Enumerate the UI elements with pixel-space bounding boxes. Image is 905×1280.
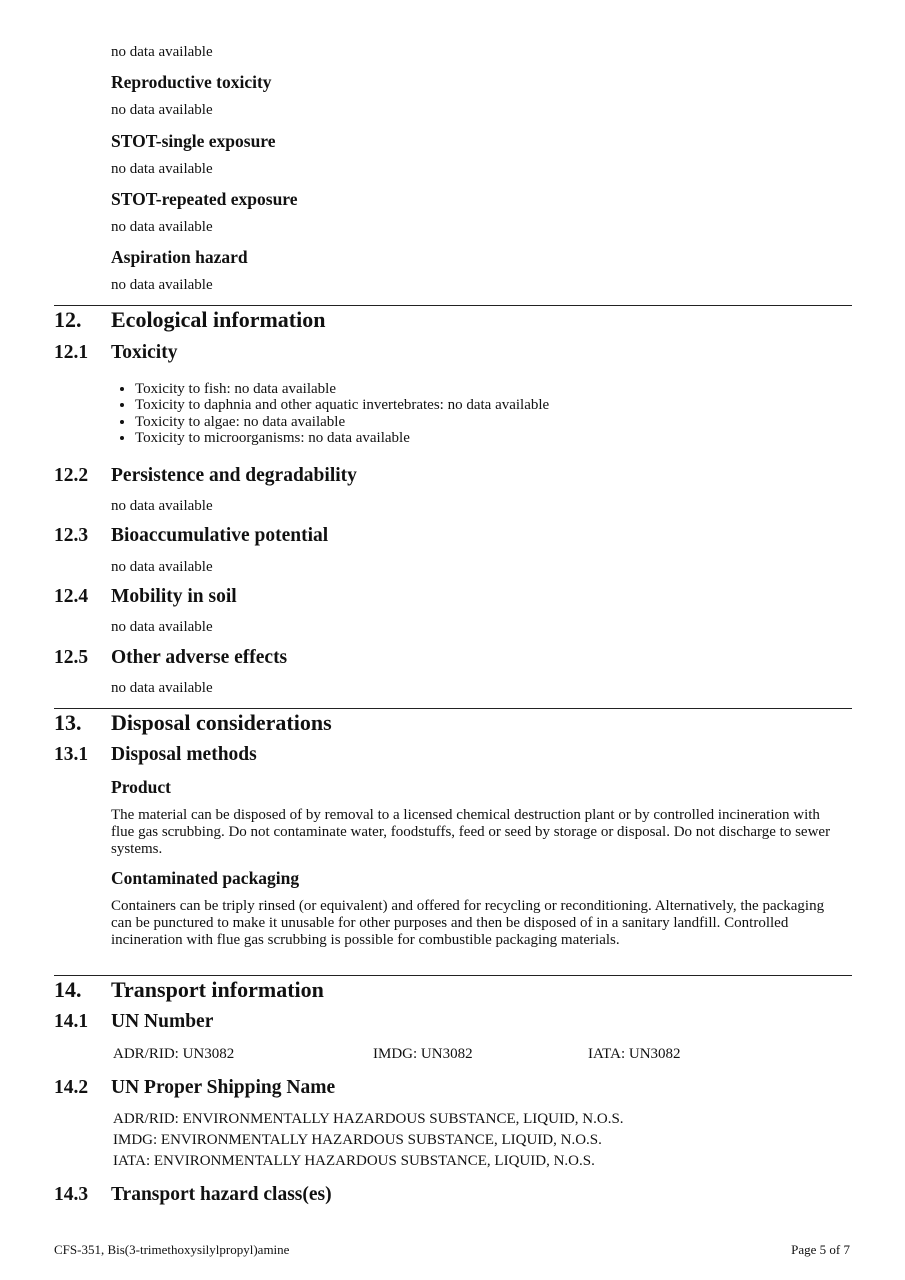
aspiration-hazard-heading: Aspiration hazard: [111, 247, 248, 267]
stot-repeated-text: no data available: [111, 219, 213, 235]
section-14-1-number: 14.1: [54, 1011, 89, 1032]
un-number-iata: IATA: UN3082: [588, 1046, 681, 1062]
stot-single-heading: STOT-single exposure: [111, 131, 276, 151]
product-heading: Product: [111, 777, 171, 797]
section-14-3-title: Transport hazard class(es): [111, 1184, 332, 1205]
section-12-4-title: Mobility in soil: [111, 586, 237, 607]
product-disposal-text: The material can be disposed of by removal to a licensed chemical destruction plant or by controlled incineration with flue gas scrubbing. Do not contaminate water, foodstuffs, feed or seed by storage or disposal. Do not discharge to sewer systems.: [111, 807, 831, 857]
section-13-number: 13.: [54, 710, 82, 735]
section-12-5-number: 12.5: [54, 647, 89, 668]
persistence-text: no data available: [111, 498, 213, 514]
packaging-disposal-text: Containers can be triply rinsed (or equivalent) and offered for recycling or reconditioning. Alternatively, the packaging can be punctured to make it unusable for other purposes and then be disposed of in a sanitary landfill. Controlled incineration with flue gas scrubbing is possible for combustible packaging materials.: [111, 898, 825, 948]
bioaccumulative-text: no data available: [111, 559, 213, 575]
shipping-name-adr: ADR/RID: ENVIRONMENTALLY HAZARDOUS SUBSTANCE, LIQUID, N.O.S.: [113, 1111, 624, 1127]
section-12-1-number: 12.1: [54, 342, 89, 363]
stot-single-text: no data available: [111, 161, 213, 177]
reproductive-toxicity-text: no data available: [111, 102, 213, 118]
un-number-adr: ADR/RID: UN3082: [113, 1046, 235, 1062]
section-14-1-title: UN Number: [111, 1011, 214, 1032]
section-14-number: 14.: [54, 977, 82, 1002]
no-data-text: no data available: [111, 44, 213, 60]
section-divider: [54, 305, 852, 306]
section-12-2-number: 12.2: [54, 465, 89, 486]
section-divider: [54, 708, 852, 709]
list-item: • Toxicity to daphnia and other aquatic invertebrates: no data available: [135, 397, 549, 413]
footer-product-name: CFS-351, Bis(3-trimethoxysilylpropyl)amine: [54, 1242, 290, 1257]
section-12-3-number: 12.3: [54, 525, 89, 546]
section-12-title: Ecological information: [111, 307, 326, 332]
section-14-title: Transport information: [111, 977, 324, 1002]
adverse-effects-text: no data available: [111, 680, 213, 696]
toxicity-list: [111, 381, 549, 446]
section-12-number: 12.: [54, 307, 82, 332]
un-number-imdg: IMDG: UN3082: [373, 1046, 473, 1062]
mobility-text: no data available: [111, 619, 213, 635]
section-14-2-number: 14.2: [54, 1077, 89, 1098]
reproductive-toxicity-heading: Reproductive toxicity: [111, 72, 272, 92]
list-item: • Toxicity to algae: no data available: [135, 414, 549, 430]
shipping-name-imdg: IMDG: ENVIRONMENTALLY HAZARDOUS SUBSTANCE, LIQUID, N.O.S.: [113, 1132, 602, 1148]
section-13-1-number: 13.1: [54, 744, 89, 765]
section-13-1-title: Disposal methods: [111, 744, 257, 765]
section-14-2-title: UN Proper Shipping Name: [111, 1077, 336, 1098]
stot-repeated-heading: STOT-repeated exposure: [111, 189, 298, 209]
section-divider: [54, 975, 852, 976]
section-13-title: Disposal considerations: [111, 710, 332, 735]
section-12-3-title: Bioaccumulative potential: [111, 525, 329, 546]
list-item: • Toxicity to microorganisms: no data available: [135, 430, 549, 446]
contaminated-packaging-heading: Contaminated packaging: [111, 868, 300, 888]
list-item: • Toxicity to fish: no data available: [135, 381, 549, 397]
shipping-name-iata: IATA: ENVIRONMENTALLY HAZARDOUS SUBSTANCE, LIQUID, N.O.S.: [113, 1153, 595, 1169]
section-12-2-title: Persistence and degradability: [111, 465, 357, 486]
section-14-3-number: 14.3: [54, 1184, 89, 1205]
section-12-4-number: 12.4: [54, 586, 89, 607]
section-12-1-title: Toxicity: [111, 342, 178, 363]
aspiration-hazard-text: no data available: [111, 277, 213, 293]
section-12-5-title: Other adverse effects: [111, 647, 288, 668]
footer-page-number: Page 5 of 7: [791, 1242, 850, 1257]
